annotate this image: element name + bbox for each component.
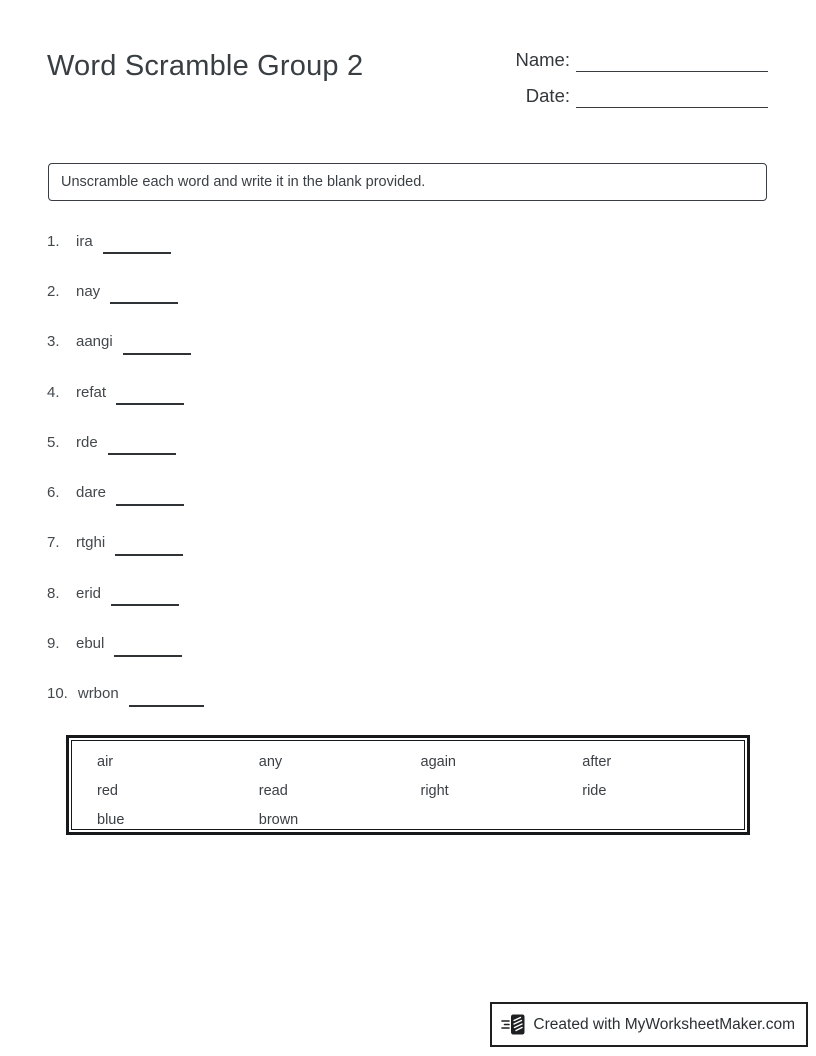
answer-blank-line — [111, 586, 179, 606]
item-number: 9. — [47, 635, 60, 653]
item-number: 5. — [47, 433, 60, 451]
scramble-item — [47, 317, 447, 367]
date-blank-line — [576, 86, 768, 108]
scrambled-word: nay — [76, 282, 101, 300]
date-label: Date: — [525, 85, 570, 106]
word-bank — [66, 735, 750, 835]
word-bank-word: right — [420, 782, 449, 799]
scrambled-word: aangi — [76, 333, 113, 351]
word-bank-word: brown — [258, 811, 299, 828]
item-number: 1. — [47, 232, 60, 250]
answer-blank-line — [110, 284, 178, 304]
answer-blank-line — [108, 435, 176, 455]
word-bank-word: after — [582, 753, 612, 770]
worksheet-maker-logo-icon — [501, 1011, 526, 1038]
scramble-item — [47, 417, 447, 467]
answer-blank-line — [114, 637, 182, 657]
answer-blank-line — [123, 335, 191, 355]
answer-blank-line — [116, 486, 184, 506]
scramble-item — [47, 618, 447, 668]
scrambled-word: refat — [76, 383, 107, 401]
date-row — [516, 85, 769, 108]
word-bank-word: red — [97, 782, 118, 799]
item-number: 10. — [47, 685, 68, 703]
item-number: 8. — [47, 584, 60, 602]
answer-blank-line — [129, 687, 204, 707]
name-blank-line — [576, 50, 768, 72]
scrambled-word: rde — [76, 433, 98, 451]
item-number: 3. — [47, 333, 60, 351]
answer-blank-line — [115, 536, 183, 556]
scrambled-word: ebul — [76, 635, 105, 653]
word-bank-word: again — [420, 753, 456, 770]
scramble-item — [47, 367, 447, 417]
word-bank-grid — [71, 740, 745, 830]
page-title: Word Scramble Group 2 — [47, 50, 364, 82]
scramble-item — [47, 216, 447, 266]
scrambled-word: ira — [76, 232, 93, 250]
scrambled-word: wrbon — [77, 685, 119, 703]
scramble-item — [47, 568, 447, 618]
item-number: 6. — [47, 484, 60, 502]
scramble-item — [47, 467, 447, 517]
word-bank-word: ride — [582, 782, 607, 799]
item-number: 2. — [47, 282, 60, 300]
scrambled-word: erid — [76, 584, 102, 602]
scramble-list — [47, 216, 447, 719]
name-label: Name: — [515, 49, 570, 70]
name-row — [516, 49, 769, 72]
scrambled-word: dare — [76, 484, 107, 502]
scramble-item — [47, 669, 447, 719]
footer-credit-text: Created with MyWorksheetMaker.com — [533, 1015, 795, 1033]
word-bank-word: read — [258, 782, 288, 799]
item-number: 4. — [47, 383, 60, 401]
word-bank-word: any — [258, 753, 283, 770]
item-number: 7. — [47, 534, 60, 552]
word-bank-word: blue — [97, 811, 125, 828]
answer-blank-line — [116, 385, 184, 405]
answer-blank-line — [103, 234, 171, 254]
word-bank-word: air — [97, 753, 114, 770]
name-date-block — [516, 49, 769, 108]
instruction-box — [48, 163, 767, 201]
instruction-text: Unscramble each word and write it in the blank provided. — [61, 174, 426, 190]
scramble-item — [47, 518, 447, 568]
scramble-item — [47, 266, 447, 316]
footer-credit — [490, 1002, 808, 1047]
scrambled-word: rtghi — [76, 534, 106, 552]
